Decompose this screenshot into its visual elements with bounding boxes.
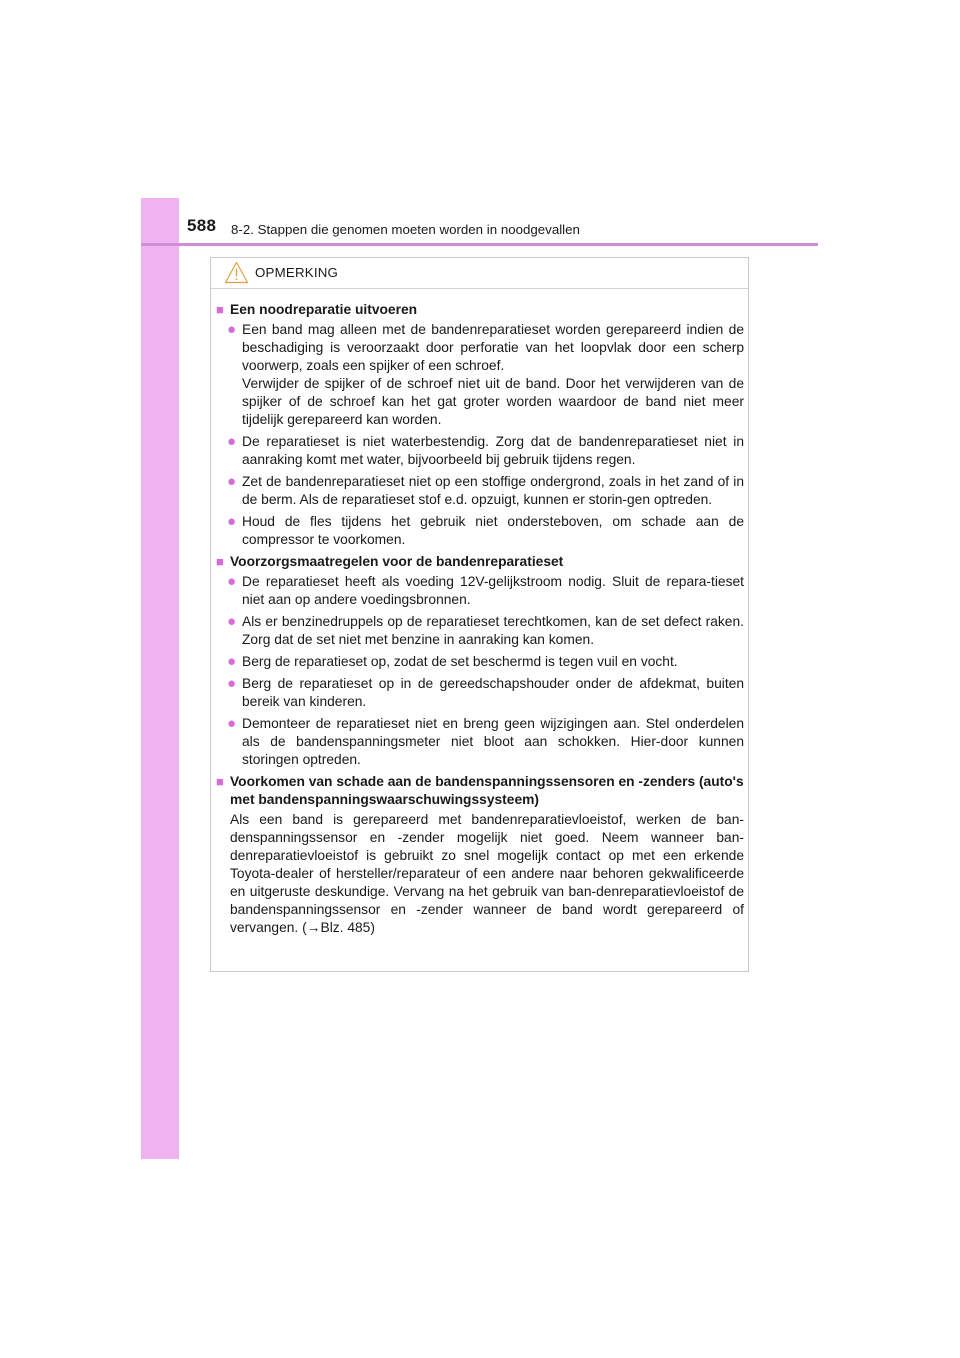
list-item: ● Berg de reparatieset op, zodat de set beschermd is tegen vuil en vocht. [216, 653, 744, 671]
list-item: ● Zet de bandenreparatieset niet op een stoffige ondergrond, zoals in het zand of in de berm. Als de reparatieset stof e.d. opzuigt, kunnen er storin-gen optreden. [216, 473, 744, 509]
circle-bullet-icon: ● [226, 433, 236, 450]
list-item: ● De reparatieset is niet waterbestendig. Zorg dat de bandenreparatieset niet in aanraking komt met water, bijvoorbeeld bij gebruik tijdens regen. [216, 433, 744, 469]
circle-bullet-icon: ● [226, 473, 236, 490]
list-item: ● Berg de reparatieset op in de gereedschapshouder onder de afdekmat, buiten bereik van kinderen. [216, 675, 744, 711]
section-paragraph: Als een band is gerepareerd met bandenreparatievloeistof, werken de ban-denspanningssensor en -zender mogelijk niet goed. Neem wanneer ban-denreparatievloeistof is gebruikt zo snel mogelijk contact op met een erkende Toyota-dealer of hersteller/reparateur of een andere naar behoren gekwalificeerde en uitgeruste deskundige. Vervang na het gebruik van ban-denreparatievloeistof de bandenspanningssensor en -zender wanneer de band wordt gerepareerd of vervangen. (→Blz. 485) [230, 812, 744, 935]
list-item: ● Als er benzinedruppels op de reparatieset terechtkomen, kan de set defect raken. Zorg dat de set niet met benzine in aanraking kan komen. [216, 613, 744, 649]
circle-bullet-icon: ● [226, 321, 236, 338]
list-item: ● Houd de fles tijdens het gebruik niet ondersteboven, om schade aan de compressor te voorkomen. [216, 513, 744, 549]
note-label: OPMERKING [255, 265, 339, 280]
circle-bullet-icon: ● [226, 653, 236, 670]
section-heading: ■ Voorkomen van schade aan de bandenspanningssensoren en -zenders (auto's met bandenspanningswaarschuwingssysteem) [216, 774, 744, 807]
page-number: 588 [187, 216, 217, 235]
list-item: ● Demonteer de reparatieset niet en breng geen wijzigingen aan. Stel onderdelen als de bandenspanningsmeter niet bloot aan schokken. Hier-door kunnen storingen optreden. [216, 715, 744, 769]
note-header [211, 258, 748, 289]
section-heading: ■ Een noodreparatie uitvoeren [216, 302, 418, 317]
list-item: ● Een band mag alleen met de bandenreparatieset worden gerepareerd indien de beschadiging is veroorzaakt door perforatie van het loopvlak door een scherp voorwerp, zoals een spijker of een schroef. Verwijder de spijker of de schroef niet uit de band. Door het verwijderen van de spijker of de schroef kan het gat groter worden waardoor de band niet meer tijdelijk gerepareerd kan worden. [216, 321, 744, 429]
header-rule [141, 243, 818, 246]
square-bullet-icon: ■ [216, 774, 224, 789]
circle-bullet-icon: ● [226, 573, 236, 590]
circle-bullet-icon: ● [226, 715, 236, 732]
circle-bullet-icon: ● [226, 513, 236, 530]
note-box [210, 257, 749, 972]
section-heading: ■ Voorzorgsmaatregelen voor de bandenreparatieset [216, 554, 564, 569]
circle-bullet-icon: ● [226, 613, 236, 630]
note-content [216, 301, 744, 937]
square-bullet-icon: ■ [216, 302, 224, 317]
warning-triangle-icon [224, 261, 249, 284]
chapter-side-strip [141, 198, 179, 1159]
section-title: 8-2. Stappen die genomen moeten worden in noodgevallen [231, 222, 580, 237]
circle-bullet-icon: ● [226, 675, 236, 692]
square-bullet-icon: ■ [216, 554, 224, 569]
list-item: ● De reparatieset heeft als voeding 12V-gelijkstroom nodig. Sluit de repara-tieset niet aan op andere voedingsbronnen. [216, 573, 744, 609]
